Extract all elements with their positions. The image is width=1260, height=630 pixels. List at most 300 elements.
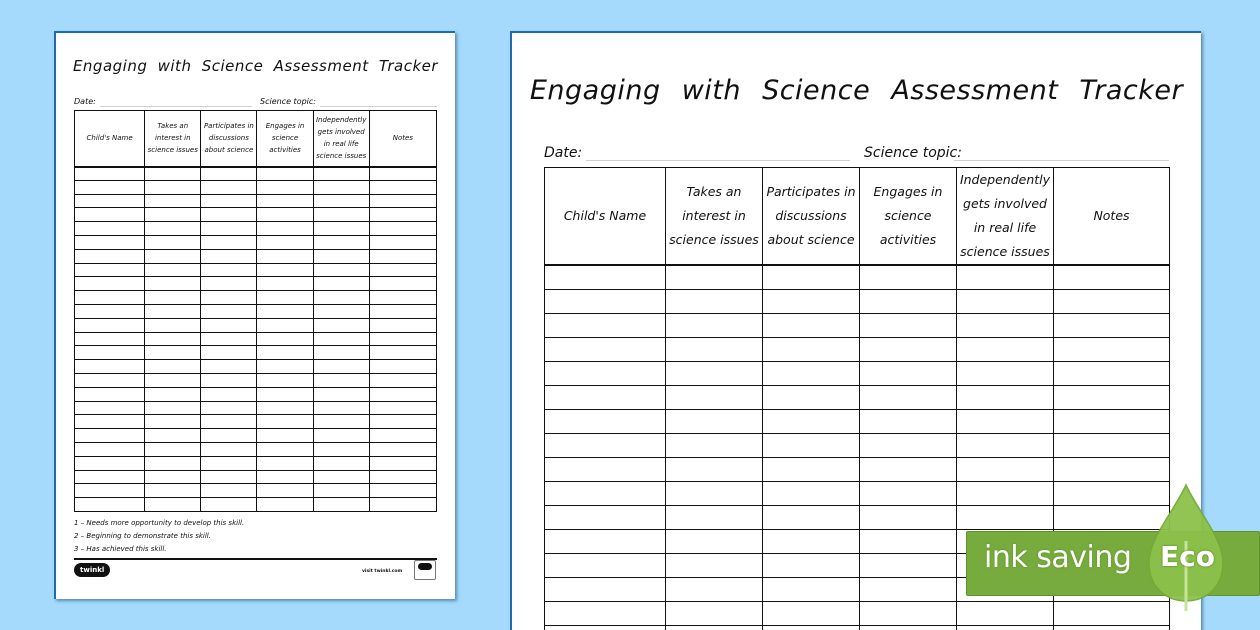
table-cell[interactable] [666, 529, 763, 553]
date-label: Date: [544, 145, 583, 161]
table-row [75, 470, 437, 484]
table-cell[interactable] [201, 291, 257, 305]
table-row [75, 387, 437, 401]
table-cell[interactable] [545, 577, 666, 601]
table-cell[interactable] [75, 263, 145, 277]
table-cell[interactable] [201, 415, 257, 429]
topic-label: Science topic: [864, 145, 962, 161]
table-row [75, 291, 437, 305]
table-row [545, 361, 1170, 385]
table-cell[interactable] [545, 289, 666, 313]
table-cell[interactable] [313, 346, 369, 360]
table-cell[interactable] [313, 484, 369, 498]
table-cell[interactable] [257, 235, 313, 249]
table-cell[interactable] [369, 263, 436, 277]
table-cell[interactable] [257, 360, 313, 374]
table-row [545, 337, 1170, 361]
table-cell[interactable] [666, 505, 763, 529]
table-cell[interactable] [1054, 385, 1170, 409]
table-cell[interactable] [257, 291, 313, 305]
table-cell[interactable] [201, 373, 257, 387]
table-cell[interactable] [145, 304, 201, 318]
column-header-interest: Takes an interest in science issues [666, 168, 763, 266]
table-cell[interactable] [145, 415, 201, 429]
table-cell[interactable] [201, 235, 257, 249]
table-cell[interactable] [957, 457, 1054, 481]
table-cell[interactable] [75, 484, 145, 498]
table-row [545, 289, 1170, 313]
table-cell[interactable] [257, 263, 313, 277]
table-cell[interactable] [369, 291, 436, 305]
table-cell[interactable] [369, 401, 436, 415]
table-cell[interactable] [763, 481, 860, 505]
table-cell[interactable] [369, 318, 436, 332]
table-cell[interactable] [1054, 313, 1170, 337]
table-row [545, 433, 1170, 457]
table-cell[interactable] [545, 409, 666, 433]
table-cell[interactable] [75, 332, 145, 346]
table-cell[interactable] [957, 481, 1054, 505]
table-cell[interactable] [257, 498, 313, 512]
table-cell[interactable] [1054, 337, 1170, 361]
footer-url: visit twinkl.com [362, 569, 403, 574]
table-cell[interactable] [145, 291, 201, 305]
table-cell[interactable] [763, 553, 860, 577]
table-cell[interactable] [860, 457, 957, 481]
table-cell[interactable] [860, 577, 957, 601]
table-cell[interactable] [145, 484, 201, 498]
table-cell[interactable] [75, 442, 145, 456]
table-cell[interactable] [369, 360, 436, 374]
table-cell[interactable] [145, 249, 201, 263]
table-cell[interactable] [545, 313, 666, 337]
table-cell[interactable] [313, 498, 369, 512]
table-row [75, 235, 437, 249]
table-cell[interactable] [75, 360, 145, 374]
table-cell[interactable] [257, 277, 313, 291]
table-cell[interactable] [957, 625, 1054, 630]
table-cell[interactable] [145, 346, 201, 360]
table-cell[interactable] [1054, 457, 1170, 481]
table-cell[interactable] [369, 470, 436, 484]
table-cell[interactable] [545, 625, 666, 630]
table-cell[interactable] [369, 222, 436, 236]
table-cell[interactable] [545, 337, 666, 361]
table-cell[interactable] [666, 433, 763, 457]
table-cell[interactable] [75, 346, 145, 360]
table-cell[interactable] [145, 180, 201, 194]
table-cell[interactable] [201, 442, 257, 456]
table-cell[interactable] [313, 318, 369, 332]
table-row [545, 505, 1170, 529]
table-cell[interactable] [257, 415, 313, 429]
date-field[interactable] [586, 160, 850, 161]
table-cell[interactable] [257, 180, 313, 194]
table-cell[interactable] [201, 263, 257, 277]
table-cell[interactable] [369, 180, 436, 194]
table-cell[interactable] [666, 289, 763, 313]
table-cell[interactable] [201, 456, 257, 470]
table-cell[interactable] [957, 433, 1054, 457]
table-cell[interactable] [860, 385, 957, 409]
table-cell[interactable] [145, 387, 201, 401]
topic-field[interactable] [320, 106, 437, 107]
table-cell[interactable] [666, 553, 763, 577]
table-cell[interactable] [957, 289, 1054, 313]
table-cell[interactable] [75, 401, 145, 415]
table-cell[interactable] [666, 601, 763, 625]
table-cell[interactable] [313, 387, 369, 401]
table-cell[interactable] [860, 553, 957, 577]
table-cell[interactable] [369, 277, 436, 291]
table-cell[interactable] [257, 484, 313, 498]
table-cell[interactable] [201, 194, 257, 208]
table-cell[interactable] [763, 505, 860, 529]
table-row [75, 429, 437, 443]
table-cell[interactable] [763, 433, 860, 457]
table-cell[interactable] [369, 332, 436, 346]
table-cell[interactable] [75, 318, 145, 332]
table-cell[interactable] [860, 337, 957, 361]
table-cell[interactable] [257, 332, 313, 346]
legend-item: 2 – Beginning to demonstrate this skill. [74, 532, 211, 540]
table-cell[interactable] [313, 304, 369, 318]
table-cell[interactable] [369, 194, 436, 208]
table-cell[interactable] [763, 625, 860, 630]
column-header-engages: Engages in science activities [257, 111, 313, 167]
worksheet-thumbnail[interactable] [54, 31, 455, 599]
table-cell[interactable] [257, 208, 313, 222]
column-header-independently: Independently gets involved in real life science issues [957, 168, 1054, 266]
table-cell[interactable] [666, 481, 763, 505]
table-cell[interactable] [666, 313, 763, 337]
table-row [75, 263, 437, 277]
table-cell[interactable] [201, 222, 257, 236]
table-cell[interactable] [257, 304, 313, 318]
table-cell[interactable] [957, 505, 1054, 529]
table-row [545, 625, 1170, 630]
table-cell[interactable] [369, 415, 436, 429]
table-cell[interactable] [860, 289, 957, 313]
table-cell[interactable] [763, 457, 860, 481]
table-cell[interactable] [545, 553, 666, 577]
column-header-independently: Independently gets involved in real life science issues [313, 111, 369, 167]
table-cell[interactable] [763, 337, 860, 361]
table-cell[interactable] [369, 484, 436, 498]
table-row [75, 304, 437, 318]
table-cell[interactable] [145, 167, 201, 181]
table-cell[interactable] [145, 470, 201, 484]
table-cell[interactable] [145, 498, 201, 512]
table-cell[interactable] [75, 373, 145, 387]
table-cell[interactable] [145, 456, 201, 470]
table-cell[interactable] [763, 361, 860, 385]
table-cell[interactable] [1054, 625, 1170, 630]
table-cell[interactable] [860, 313, 957, 337]
table-cell[interactable] [763, 289, 860, 313]
table-cell[interactable] [763, 409, 860, 433]
table-cell[interactable] [257, 442, 313, 456]
table-cell[interactable] [860, 433, 957, 457]
table-cell[interactable] [313, 180, 369, 194]
table-cell[interactable] [860, 481, 957, 505]
table-cell[interactable] [201, 208, 257, 222]
table-cell[interactable] [145, 332, 201, 346]
table-cell[interactable] [145, 208, 201, 222]
table-cell[interactable] [860, 265, 957, 289]
table-row [75, 442, 437, 456]
table-cell[interactable] [145, 263, 201, 277]
table-row [75, 360, 437, 374]
table-cell[interactable] [860, 625, 957, 630]
table-cell[interactable] [201, 180, 257, 194]
column-header-participates: Participates in discussions about science [201, 111, 257, 167]
table-cell[interactable] [201, 318, 257, 332]
table-cell[interactable] [75, 304, 145, 318]
table-cell[interactable] [957, 409, 1054, 433]
table-cell[interactable] [145, 222, 201, 236]
table-cell[interactable] [666, 265, 763, 289]
table-row [75, 249, 437, 263]
table-cell[interactable] [75, 415, 145, 429]
table-cell[interactable] [257, 194, 313, 208]
table-cell[interactable] [763, 577, 860, 601]
table-cell[interactable] [257, 249, 313, 263]
meta-row [74, 97, 437, 109]
table-cell[interactable] [1054, 433, 1170, 457]
table-cell[interactable] [666, 337, 763, 361]
table-cell[interactable] [666, 385, 763, 409]
table-cell[interactable] [666, 409, 763, 433]
table-cell[interactable] [257, 346, 313, 360]
table-cell[interactable] [860, 505, 957, 529]
table-cell[interactable] [145, 401, 201, 415]
table-row [75, 332, 437, 346]
table-cell[interactable] [369, 456, 436, 470]
column-header-notes: Notes [369, 111, 436, 167]
table-cell[interactable] [1054, 289, 1170, 313]
table-cell[interactable] [145, 360, 201, 374]
table-row [75, 415, 437, 429]
table-row [75, 277, 437, 291]
table-cell[interactable] [201, 387, 257, 401]
table-cell[interactable] [763, 385, 860, 409]
table-cell[interactable] [545, 361, 666, 385]
table-cell[interactable] [201, 332, 257, 346]
ink-saving-label: ink saving [984, 540, 1132, 575]
table-cell[interactable] [545, 601, 666, 625]
table-cell[interactable] [369, 208, 436, 222]
legend-item: 1 – Needs more opportunity to develop this skill. [74, 519, 245, 527]
column-header-participates: Participates in discussions about science [763, 168, 860, 266]
table-cell[interactable] [257, 456, 313, 470]
column-header-childs-name: Child's Name [545, 168, 666, 266]
table-cell[interactable] [369, 387, 436, 401]
table-cell[interactable] [860, 529, 957, 553]
meta-row [544, 145, 1169, 165]
table-cell[interactable] [860, 601, 957, 625]
table-cell[interactable] [201, 167, 257, 181]
table-cell[interactable] [75, 194, 145, 208]
table-cell[interactable] [763, 265, 860, 289]
table-cell[interactable] [545, 457, 666, 481]
table-cell[interactable] [957, 385, 1054, 409]
table-cell[interactable] [666, 361, 763, 385]
table-cell[interactable] [145, 318, 201, 332]
table-cell[interactable] [369, 429, 436, 443]
table-cell[interactable] [369, 235, 436, 249]
table-cell[interactable] [75, 208, 145, 222]
table-cell[interactable] [666, 577, 763, 601]
table-cell[interactable] [313, 291, 369, 305]
topic-label: Science topic: [260, 97, 316, 106]
table-cell[interactable] [257, 429, 313, 443]
table-cell[interactable] [145, 442, 201, 456]
table-cell[interactable] [313, 415, 369, 429]
table-cell[interactable] [75, 498, 145, 512]
table-cell[interactable] [313, 235, 369, 249]
table-cell[interactable] [257, 373, 313, 387]
table-cell[interactable] [313, 332, 369, 346]
table-cell[interactable] [313, 277, 369, 291]
table-cell[interactable] [763, 529, 860, 553]
table-cell[interactable] [545, 481, 666, 505]
table-cell[interactable] [545, 385, 666, 409]
table-cell[interactable] [257, 401, 313, 415]
table-row [75, 456, 437, 470]
worksheet-title: Engaging with Science Assessment Tracker [529, 75, 1184, 106]
table-cell[interactable] [957, 265, 1054, 289]
table-row [545, 265, 1170, 289]
table-cell[interactable] [545, 265, 666, 289]
table-cell[interactable] [201, 470, 257, 484]
table-cell[interactable] [313, 360, 369, 374]
table-cell[interactable] [313, 208, 369, 222]
table-cell[interactable] [860, 409, 957, 433]
table-cell[interactable] [201, 346, 257, 360]
table-row [75, 194, 437, 208]
table-cell[interactable] [201, 249, 257, 263]
table-cell[interactable] [666, 625, 763, 630]
table-row [75, 180, 437, 194]
table-cell[interactable] [75, 277, 145, 291]
table-cell[interactable] [545, 529, 666, 553]
topic-field[interactable] [954, 160, 1169, 161]
assessment-table [74, 110, 437, 512]
table-cell[interactable] [313, 167, 369, 181]
table-cell[interactable] [763, 601, 860, 625]
table-cell[interactable] [145, 277, 201, 291]
table-cell[interactable] [369, 167, 436, 181]
table-row [75, 318, 437, 332]
table-cell[interactable] [545, 433, 666, 457]
table-cell[interactable] [313, 249, 369, 263]
table-cell[interactable] [313, 194, 369, 208]
table-cell[interactable] [257, 222, 313, 236]
table-row [545, 481, 1170, 505]
date-label: Date: [74, 97, 96, 106]
table-row [75, 401, 437, 415]
table-cell[interactable] [145, 429, 201, 443]
table-cell[interactable] [75, 167, 145, 181]
table-cell[interactable] [1054, 265, 1170, 289]
table-row [75, 222, 437, 236]
table-cell[interactable] [201, 498, 257, 512]
table-cell[interactable] [313, 456, 369, 470]
table-cell[interactable] [957, 313, 1054, 337]
table-cell[interactable] [369, 373, 436, 387]
column-header-notes: Notes [1054, 168, 1170, 266]
table-cell[interactable] [201, 360, 257, 374]
table-cell[interactable] [75, 456, 145, 470]
table-cell[interactable] [860, 361, 957, 385]
table-cell[interactable] [145, 373, 201, 387]
table-cell[interactable] [75, 470, 145, 484]
table-row [75, 167, 437, 181]
table-cell[interactable] [257, 167, 313, 181]
table-cell[interactable] [1054, 409, 1170, 433]
table-row [75, 498, 437, 512]
table-row [545, 385, 1170, 409]
table-cell[interactable] [201, 304, 257, 318]
rating-legend [74, 517, 437, 560]
table-row [545, 409, 1170, 433]
table-cell[interactable] [957, 361, 1054, 385]
table-cell[interactable] [313, 429, 369, 443]
table-cell[interactable] [313, 222, 369, 236]
table-cell[interactable] [257, 318, 313, 332]
table-cell[interactable] [201, 401, 257, 415]
table-row [545, 457, 1170, 481]
table-cell[interactable] [145, 194, 201, 208]
table-cell[interactable] [201, 484, 257, 498]
table-cell[interactable] [1054, 361, 1170, 385]
table-row [75, 484, 437, 498]
table-cell[interactable] [369, 346, 436, 360]
table-cell[interactable] [201, 429, 257, 443]
table-cell[interactable] [201, 277, 257, 291]
table-cell[interactable] [369, 442, 436, 456]
table-cell[interactable] [75, 387, 145, 401]
table-cell[interactable] [313, 401, 369, 415]
table-cell[interactable] [75, 222, 145, 236]
table-cell[interactable] [313, 373, 369, 387]
table-cell[interactable] [313, 442, 369, 456]
table-cell[interactable] [369, 249, 436, 263]
table-cell[interactable] [763, 313, 860, 337]
table-cell[interactable] [369, 304, 436, 318]
column-header-interest: Takes an interest in science issues [145, 111, 201, 167]
table-cell[interactable] [666, 457, 763, 481]
table-cell[interactable] [369, 498, 436, 512]
table-cell[interactable] [957, 337, 1054, 361]
date-field[interactable] [100, 106, 252, 107]
table-cell[interactable] [75, 235, 145, 249]
table-cell[interactable] [257, 470, 313, 484]
table-cell[interactable] [75, 249, 145, 263]
twinkl-logo: twinkl [74, 563, 110, 577]
table-cell[interactable] [313, 263, 369, 277]
table-cell[interactable] [145, 235, 201, 249]
table-cell[interactable] [545, 505, 666, 529]
table-cell[interactable] [957, 601, 1054, 625]
table-cell[interactable] [75, 429, 145, 443]
table-cell[interactable] [257, 387, 313, 401]
table-cell[interactable] [313, 470, 369, 484]
table-cell[interactable] [75, 180, 145, 194]
table-cell[interactable] [75, 291, 145, 305]
table-row [545, 601, 1170, 625]
